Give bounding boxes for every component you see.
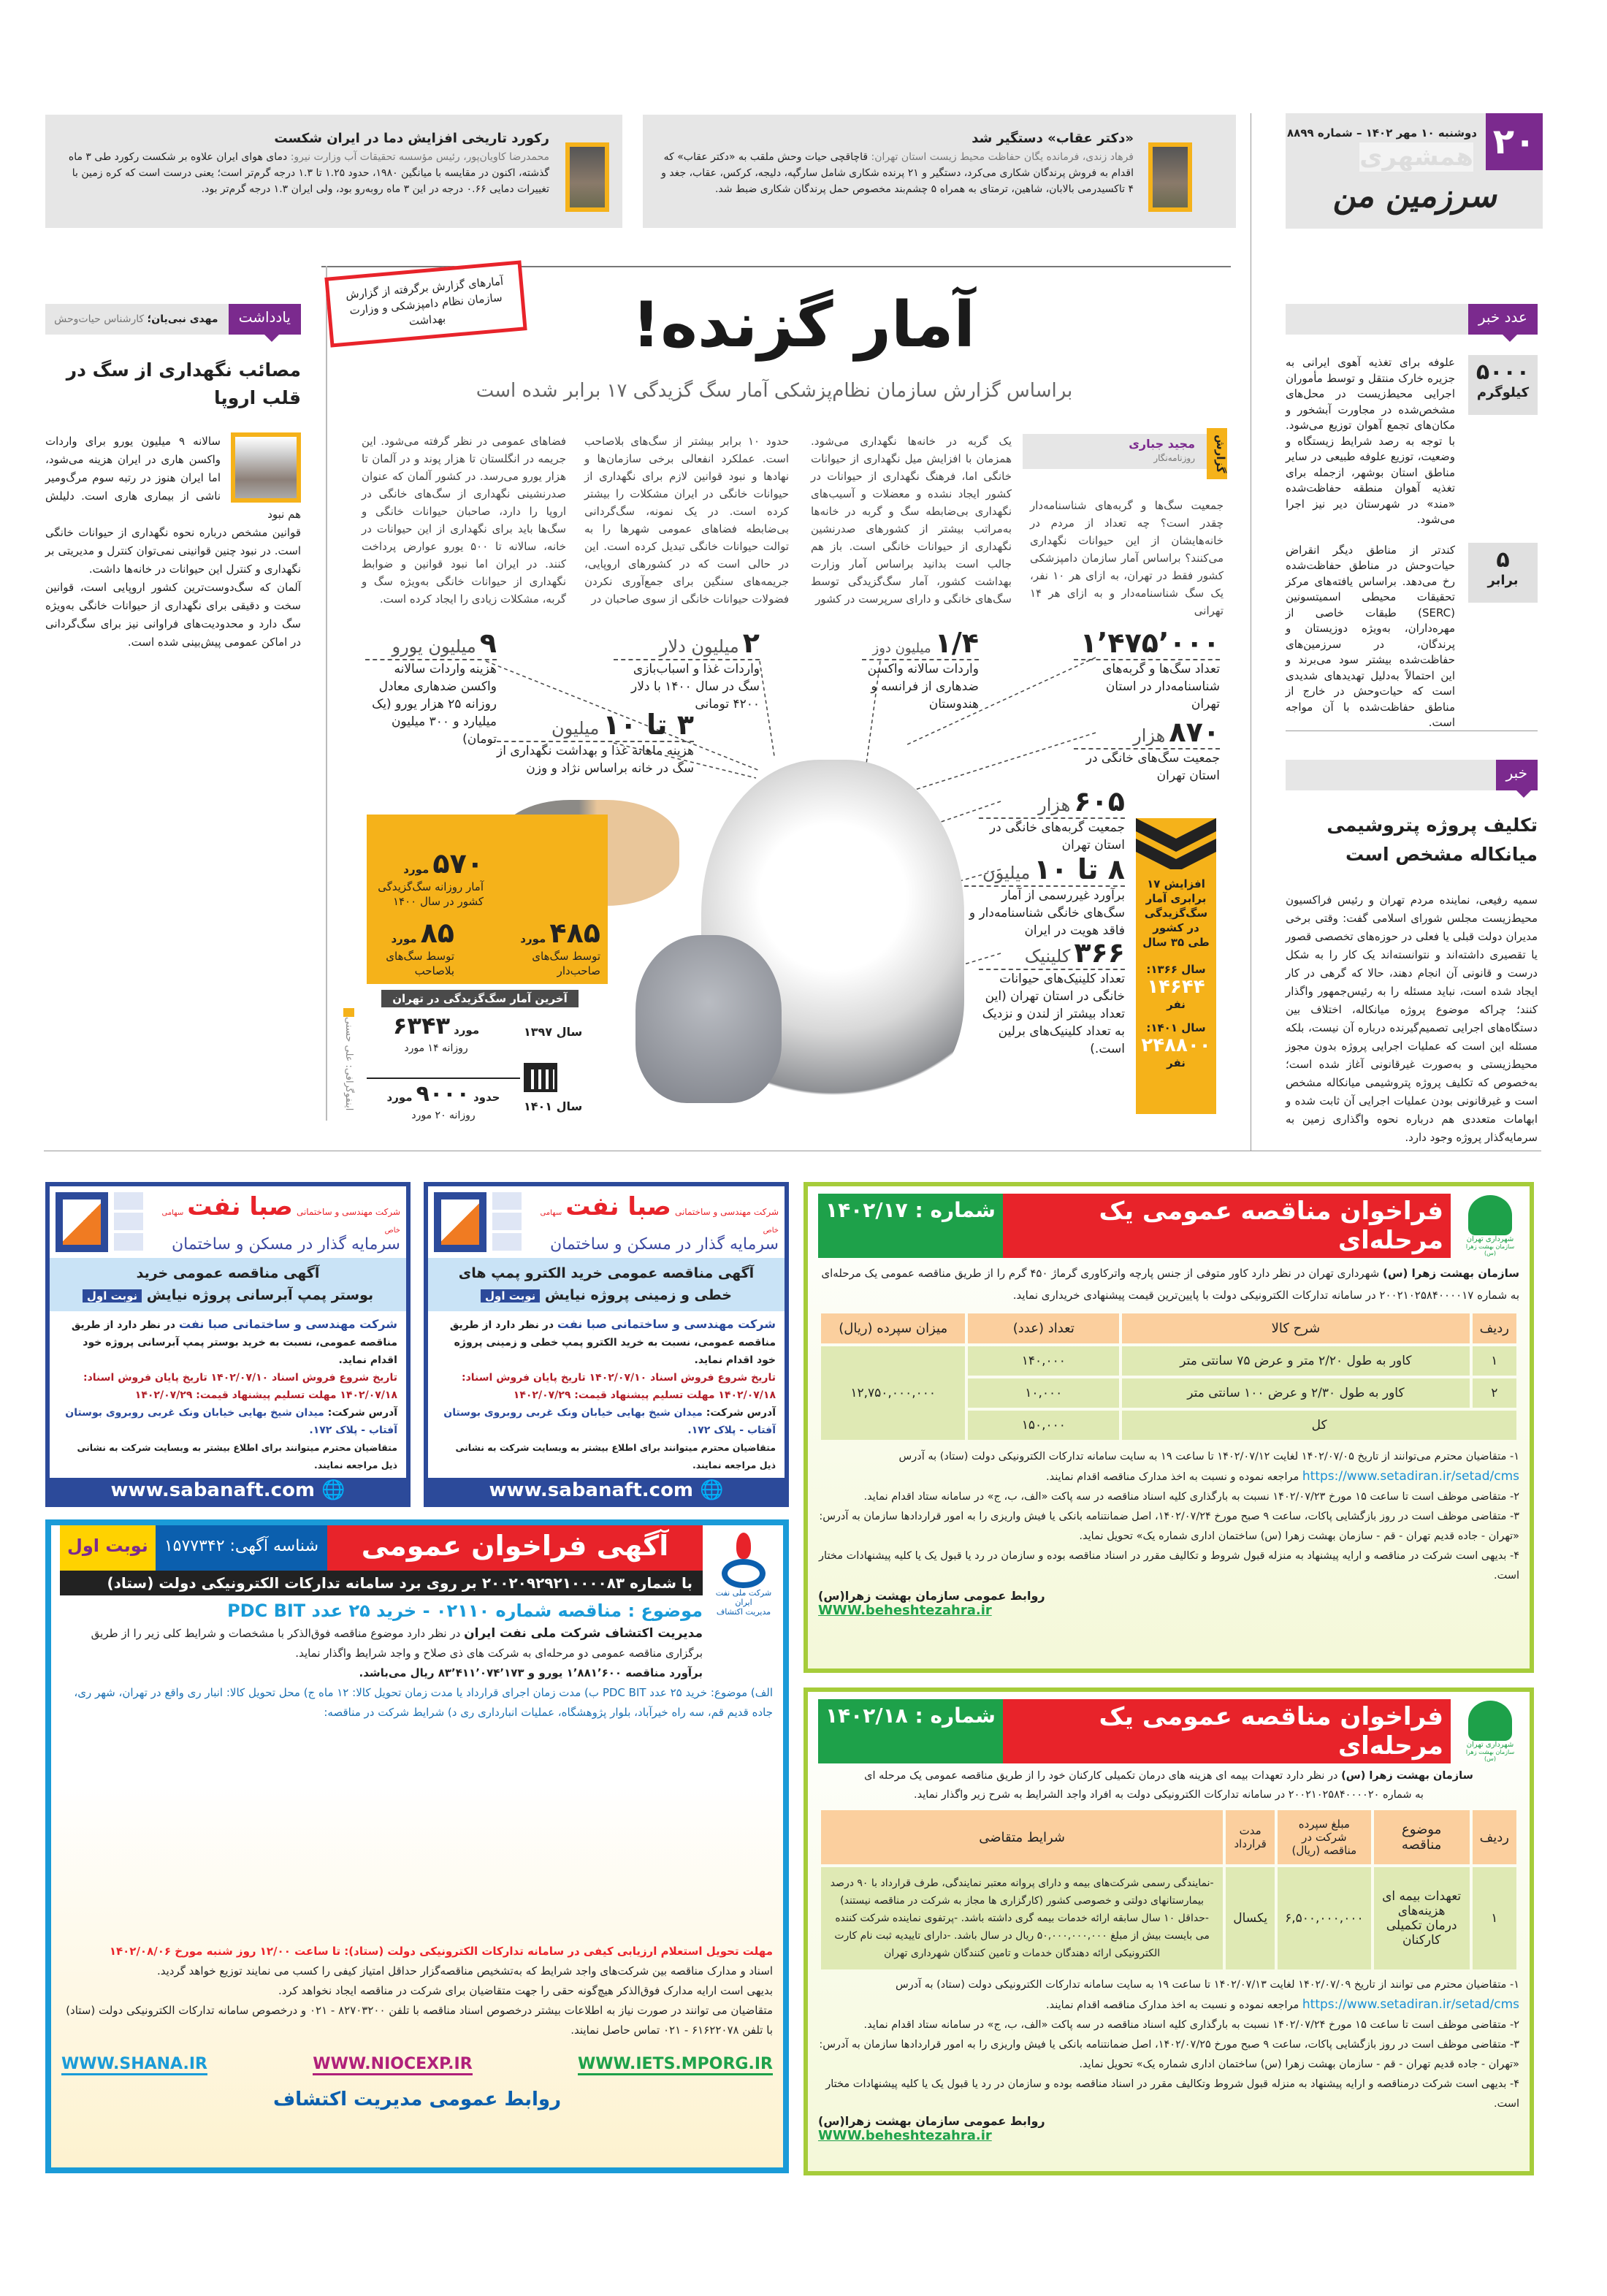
- tender-number: شماره : ۱۴۰۲/۱۷: [818, 1194, 1003, 1258]
- bites-1401: [367, 1081, 520, 1124]
- cell: ۱۴۰,۰۰۰: [968, 1346, 1119, 1376]
- note: ۲- متقاضی موظف است تا ساعت ۱۵ مورخ ۱۴۰۲/۰۷/۲۴ نسبت به بارگذاری کلیه اسناد مناقصه در سه پاکت «الف، ب، ج» در سامانه ستاد اقدام نماید.: [863, 2019, 1519, 2031]
- column-header: ردیف: [1473, 1313, 1516, 1343]
- stat-number: ۸۷۰: [1169, 716, 1220, 748]
- increase-box: [1136, 818, 1216, 1114]
- article-column: حدود ۱۰ برابر بیشتر از سگ‌های بلاصاحب است. عملکرد انفعالی برخی سازمان‌ها و نهادها و نبود قوانین لازم برای نگهداری از حیوانات خانگی در ایران مشکلات را بیشتر کرده است. در یک نمونه، سگ‌گردانی بی‌ضابطه فضاهای عمومی شهرها را به توالت حیوانات خانگی تبدیل کرده است. این در حالی است که در کشورهای اروپایی، جریمه‌های سنگین برای جمع‌آوری نکردن فضولات حیوانات خانگی از سوی صاحبان در: [584, 435, 789, 606]
- opinion-section: [45, 304, 301, 652]
- year-label: سال ۱۳۶۶:: [1146, 963, 1206, 976]
- table-row: [821, 1346, 1516, 1376]
- paper-name-logo: همشهری: [1359, 142, 1473, 172]
- stat-unit: مورد: [386, 1091, 413, 1104]
- company-type: سهامی خاص: [540, 1209, 779, 1235]
- website-link[interactable]: WWW.NIOCEXP.IR: [313, 2055, 472, 2075]
- column-header: شرح کالا: [1122, 1313, 1469, 1343]
- year-label: سال ۱۳۹۷: [524, 1025, 583, 1039]
- bite-count: ۲۴۸۸۰۰: [1141, 1034, 1211, 1056]
- company-prefix: شرکت مهندسی و ساختمانی: [296, 1207, 400, 1217]
- stat-unit: مورد: [454, 1023, 480, 1037]
- stat-clinics: [979, 937, 1125, 1058]
- cell: ۱۰,۰۰۰: [968, 1378, 1119, 1408]
- company-type: سهامی خاص: [161, 1209, 400, 1235]
- owned-bites: [495, 917, 600, 978]
- ad-signature: روابط عمومی مدیریت اکتشاف: [272, 2089, 562, 2110]
- stat-number: ۹۰۰۰: [416, 1081, 470, 1107]
- cell: کل: [1122, 1411, 1516, 1440]
- company-name: شرکت مهندسی و ساختمانی صبا نفت: [557, 1317, 776, 1331]
- column-header: میزان سپرده (ریال): [821, 1313, 965, 1343]
- stat-desc: هزینه ماهانه غذا و بهداشت نگهداری از سگ در خانه براساس نژاد و وزن: [497, 744, 694, 776]
- unit-label: نفر: [1167, 1056, 1186, 1069]
- ad-title: آگهی مناقصه عمومی خرید الکترو پمپ های: [458, 1265, 755, 1281]
- stat-unit: میلیون: [551, 718, 600, 739]
- round-badge: نوبت اول: [60, 1525, 156, 1571]
- stat-number: ۲: [742, 627, 760, 659]
- section-logo: سرزمین من: [1331, 178, 1503, 215]
- stat-registered-pets: [1074, 627, 1220, 713]
- saba-naft-logo: [434, 1192, 486, 1252]
- source-stamp: آمارهای گزارش برگرفته از گزارش سازمان نظام دامپزشکی و وزارت بهداشت: [324, 260, 527, 347]
- deadline: مهلت تحویل استعلام ارزیابی کیفی در سامانه تدارکات الکترونیکی دولت (ستاد): تا ساعت ۱۲/۰۰ روز شنبه مورخ ۱۴۰۲/۰۸/۰۶: [109, 1945, 773, 1958]
- saba-naft-logo: [56, 1192, 108, 1252]
- stat-desc: واردات سالانه واکسن ضدهاری از فرانسه و هندوستان: [867, 662, 979, 712]
- setad-number: با شماره ۲۰۰۲۰۹۲۹۲۱۰۰۰۰۸۳ بر روی برد سامانه تدارکات الکترونیکی دولت (ستاد): [60, 1571, 703, 1595]
- year-label: سال ۱۴۰۱: [524, 1099, 583, 1113]
- column-header: مبلغ سپرده شرکت در مناقصه (ریال): [1278, 1810, 1371, 1864]
- logo-text: شرکت ملی نفت ایران: [715, 1588, 772, 1607]
- ad-intro: در نظر دارد تعهدات بیمه ای هزینه های درمان تکمیلی کارکنان خود را از طریق مناقصه عمومی یک مرحله ای به شماره ۲۰۰۲۱۰۲۵۸۴۰۰۰۰۲۰ در سامانه تدارکات الکترونیکی دولت به افراد واجد الشرایط به شرح زیر واگذار نماید.: [864, 1770, 1424, 1801]
- section-tag: عدد خبر: [1468, 304, 1538, 335]
- stat-desc: هزینه واردات سالانه واکسن ضدهاری معادل روزانه ۲۵ هزار یورو (یک میلیارد و ۳۰۰ میلیون تومان): [372, 662, 497, 747]
- stat-desc: برآورد غیررسمی از آمار سگ‌های خانگی شناسنامه‌دار و فاقد هویت در ایران: [969, 888, 1125, 938]
- note: ۲- متقاضی موظف است تا ساعت ۱۵ مورخ ۱۴۰۲/۰۷/۲۳ نسبت به بارگذاری کلیه اسناد مناقصه در سه پاکت «الف، ب، ج» در سامانه ستاد اقدام نماید.: [863, 1491, 1519, 1503]
- stat-unit: میلیون دلار: [659, 636, 739, 657]
- address-label: آدرس شرکت:: [706, 1407, 776, 1419]
- cell: یکسال: [1226, 1867, 1275, 1969]
- stat-number: ۳ تا ۱۰: [603, 709, 694, 741]
- setad-link[interactable]: https://www.setadiran.ir/setad/cms: [1302, 1469, 1519, 1484]
- stat-number: ۶۳۴۳: [392, 1012, 450, 1040]
- increase-text: افزایش ۱۷ برابری آمار سگ‌گزیدگی در کشور طی ۳۵ سال: [1142, 877, 1210, 949]
- logo-text: شهرداری تهران: [1466, 1741, 1514, 1749]
- section-tag: خبر: [1496, 760, 1538, 790]
- number-news-item: [1286, 543, 1538, 731]
- footer-line: اسناد و مدارک مناقصه بین شرکت‌های واجد شرایط که به‌تشخیص مناقصه‌گزار حداقل امتیاز کیفی را کسب می نمایند توزیع خواهد گردید.: [156, 1964, 773, 1977]
- nioc-logo: [714, 1533, 773, 1617]
- company-brand: صبا نفت: [187, 1192, 293, 1221]
- round-badge: نوبت اول: [481, 1289, 540, 1303]
- nioc-header-bands: [60, 1525, 703, 1595]
- company-name: شرکت مهندسی و ساختمانی صبا نفت: [178, 1317, 397, 1331]
- column-header: تعداد (عدد): [968, 1313, 1119, 1343]
- cell: کاور به طول ۲/۳۰ و عرض ۱۰۰ سانتی متر: [1122, 1378, 1469, 1408]
- website-link[interactable]: www.sabanaft.com: [489, 1479, 694, 1501]
- company-slogan: سرمایه گذار در مسکن و ساختمان: [171, 1235, 400, 1254]
- tender-ad-saba-naft-electropump: [424, 1182, 789, 1507]
- big-number: ۵۰۰۰: [1476, 359, 1530, 385]
- stat-desc: توسط سگ‌های صاحب‌دار: [532, 950, 600, 977]
- website-link[interactable]: WWW.IETS.MPORG.IR: [578, 2055, 773, 2075]
- tender-details: الف) موضوع: خرید ۲۵ عدد PDC BIT ب) مدت زمان اجرای قرارداد یا مدت زمان تحویل کالا: ۱۲ ماه ج) محل تحویل کالا: انبار ری واقع در تهران، شهر ری، جاده قدیم قم، سه راه خیرآباد، بلوار پژوهشگاه، عملیات انبارداری ری د) شرایط شرکت در مناقصه:: [74, 1686, 773, 1719]
- stat-vaccine-doses: [862, 627, 979, 713]
- cell: ۱: [1473, 1346, 1516, 1376]
- stat-vaccine-cost: [365, 627, 497, 748]
- cell: ۶,۵۰۰,۰۰۰,۰۰۰: [1278, 1867, 1371, 1969]
- author-name: مجید جباری: [1129, 437, 1195, 451]
- stat-number: ۵۷۰: [432, 847, 484, 880]
- stat-unit: مورد: [520, 932, 546, 945]
- number-unit: کیلوگرم: [1476, 385, 1530, 400]
- logo-subtext: سازمان بهشت زهرا (س): [1465, 1243, 1515, 1256]
- website-link[interactable]: WWW.beheshtezahra.ir: [818, 2128, 992, 2143]
- org-name: سازمان بهشت زهرا (س): [1382, 1267, 1519, 1280]
- ad-body: در نظر دارد از طریق مناقصه عمومی، نسبت به خرید بوستر پمپ آبرسانی پروژه خود اقدام نماید.: [71, 1319, 397, 1366]
- stat-desc: تعداد سگ‌ها و گربه‌های شناسنامه‌دار در استان تهران: [1102, 662, 1220, 712]
- note: مراجعه نموده و نسبت به اخذ مدارک مناقصه اقدام نمایند.: [1046, 1471, 1299, 1483]
- news-body: سمیه رفیعی، نماینده مردم تهران و رئیس فراکسیون محیط‌زیست مجلس شورای اسلامی گفت: وقتی برخی مدیران دولت قبلی یا فعلی در حوزه‌های تخصصی قصور یا تقصیری داشته‌اند و نتوانسته‌اند یک کار را به شکل درست و قانونی آن انجام دهند، حالا که گرهی در کار ایجاد شده است، نباید مسئله را به رئیس‌جمهور واگذار کنند؛ چراکه موضوع پروژه میانکاله، اختلاف بین دستگاه‌های اجرایی تصمیم‌گیرنده درباره آن نیست، بلکه مسئله این است که عملیات اجرایی پروژه بدون مجوز محیط‌زیستی و به‌صورت غیرقانونی آغاز شده است؛ به‌خصوص که تکلیف پروژه پتروشیمی میانکاله مشخص است و غیرقانونی بودن عملیات اجرایی آن ثابت شده و ابهامات متعددی هم درباره نحوه واگذاری زمین به سرمایه‌گذار پروژه وجود دارد.: [1286, 893, 1538, 1144]
- note: ۴- بدیهی است شرکت درمناقصه و ارایه پیشنهاد به منزله قبول شروط وتکالیف مقرر در اسناد مناقصه بوده و سازمان در رد یا قبول یک یا کلیه پیشنهادات مختار است.: [825, 2078, 1519, 2110]
- ad-title: خطی و زمینی پروژه نیایش: [544, 1287, 732, 1303]
- note: ۳- متقاضی موظف است در روز بازگشایی پاکات، ساعت ۹ صبح مورخ ۱۴۰۲/۰۷/۲۴، اصل ضمانتنامه بانکی یا فیش واریزی را به امور قراردادها سازمان به آدرس: «تهران - جاده قدیم تهران - قم - سازمان بهشت زهرا (س) ساختمان اداری شماره یک» تحویل نماید.: [819, 1511, 1519, 1542]
- opinion-paragraph: قوانین مشخص درباره نحوه نگهداری از حیوانات خانگی است. در نبود چنین قوانینی نمی‌توان کنترل و مدیریتی بر نگهداری و کنترل این حیوانات در خانه‌ها داشت.: [45, 526, 301, 576]
- stat-unit: هزار: [1133, 725, 1166, 746]
- company-address: میدان شیخ بهایی خیابان ونک غربی روبروی بوستان آفتاب - پلاک ۱۷۲.: [443, 1407, 776, 1436]
- ad-title: فراخوان مناقصه عمومی یک مرحله‌ای: [1003, 1194, 1451, 1258]
- note: مراجعه نموده و نسبت به اخذ مدارک مناقصه اقدام نمایند.: [1046, 1999, 1299, 2011]
- opinion-intro: سالانه ۹ میلیون یورو برای واردات واکسن هاری در ایران هزینه می‌شود، اما ایران هنوز در رتبه سوم مرگ‌ومیر ناشی از بیماری هاری است. دلیلش هم نبود: [45, 435, 301, 521]
- ad-title: آگهی مناقصه عمومی خرید: [136, 1265, 320, 1281]
- org-name: مدیریت اکتشاف شرکت ملی نفت ایران: [464, 1626, 703, 1641]
- daily-bites-box: [367, 815, 608, 984]
- stat-desc: تعداد کلینیک‌های حیوانات خانگی در استان تهران (این تعداد بیشتر از لندن و نزدیک به تعداد کلینیک‌های برلین است.): [982, 972, 1125, 1056]
- stat-number: ۶۰۵: [1074, 785, 1125, 817]
- column-header: موضوع مناقصه: [1374, 1810, 1470, 1864]
- ad-title: آگهی فراخوان عمومی: [327, 1525, 703, 1571]
- page-number: ۲۰: [1486, 113, 1543, 170]
- stat-cats: [979, 785, 1125, 854]
- note: ۴- بدیهی است شرکت در مناقصه و ارایه پیشنهاد به منزله قبول شروط و تکالیف مقرر در اسناد مناقصه بوده و سازمان در رد یا قبول یک یا کلیه پیشنهادات مختار است.: [819, 1550, 1519, 1582]
- stat-unit: هزار: [1038, 795, 1071, 815]
- footer-line: متقاضیان می توانند در صورت نیاز به اطلاعات بیشتر درخصوص اسناد مناقصه با تلفن ۸۲۷۰۳۲۰۰ - ۰۲۱ و درخصوص سامانه تدارکات الکترونیکی دولت (ستاد) با تلفن ۶۱۶۲۲۰۷۸ - ۰۲۱ تماس حاصل نمایند.: [66, 2004, 773, 2037]
- ad-signature: روابط عمومی سازمان بهشت زهرا(س): [818, 2114, 1045, 2128]
- tehran-bites-title: آخرین آمار سگ‌گزیدگی در تهران: [381, 990, 579, 1007]
- stat-unit: مورد: [403, 863, 430, 876]
- footer-line: بدیهی است ارایه مدارک فوق‌الذکر هیچ‌گونه حقی را جهت متقاضیان برای شرکت در مناقصه ایجاد نخواهد کرد.: [278, 1984, 773, 1997]
- leader-line: [906, 733, 1096, 793]
- address-label: آدرس شرکت:: [327, 1407, 397, 1419]
- stat-dog-food-imports: [614, 627, 760, 713]
- stat-desc: واردات غذا و اسباب‌بازی سگ در سال ۱۴۰۰ با دلار ۴۲۰۰ تومانی: [631, 662, 760, 712]
- ad-intro: در نظر دارد موضوع مناقصه فوق‌الذکر با مشخصات و شرایط کلی زیر را از طریق برگزاری مناقصه عمومی دو مرحله‌ای به شرکت های ذی صلاح و واجد شرایط واگذار نماید.: [91, 1627, 703, 1660]
- round-badge: نوبت اول: [83, 1289, 142, 1303]
- stat-number: ۱٬۴۷۵٬۰۰۰: [1080, 627, 1220, 659]
- flame-icon: [736, 1533, 751, 1559]
- total-bites: [374, 847, 484, 909]
- globe-icon: 🌐: [321, 1479, 346, 1501]
- article-column: جمعیت سگ‌ها و گربه‌های شناسنامه‌دار چقدر است؟ چه تعداد از مردم در خانه‌هایشان از این حیوانات نگهداری می‌کنند؟ براساس آمار سازمان دامپزشکی کشور فقط در تهران، به ازای هر ۱۰ نفر، یک سگ شناسنامه‌دار و به ازای هر ۱۴ تهرانی: [1030, 499, 1224, 617]
- ad-title: بوستر پمپ آبرسانی پروژه نیایش: [146, 1287, 374, 1303]
- calendar-icon: [524, 1063, 557, 1092]
- ad-intro: شهرداری تهران در نظر دارد کاور متوفی از جنس پارچه واترکاوری گرماژ ۴۵۰ گرم را از طریق مناقصه عمومی یک مرحله‌ای به شماره ۲۰۰۲۱۰۲۵۸۴۰۰۰۰۱۷ در سامانه تدارکات الکترونیکی دولت با پایین‌ترین قیمت پیشنهادی خریداری نماید.: [821, 1267, 1519, 1302]
- column-header: شرایط متقاضی: [821, 1810, 1223, 1864]
- bite-count: ۱۴۶۴۴: [1147, 976, 1205, 998]
- stat-number: ۸۵: [420, 917, 454, 949]
- tehran-municipality-logo: [1461, 1701, 1519, 1762]
- cell: تعهدات بیمه ای هزینه‌های درمان تکمیلی کارکنان: [1374, 1867, 1470, 1969]
- ad-title: فراخوان مناقصه عمومی یک مرحله‌ای: [1003, 1699, 1451, 1763]
- stat-number: ۱/۴: [934, 627, 979, 659]
- certificate-icons: [114, 1192, 143, 1252]
- stat-unit: مورد: [391, 932, 417, 945]
- stat-desc: روزانه ۱۴ مورد: [404, 1042, 468, 1054]
- ad-signature: روابط عمومی سازمان بهشت زهرا(س): [818, 1589, 1045, 1603]
- section-tag: یادداشت: [229, 304, 301, 335]
- stat-number: ۹: [479, 627, 497, 659]
- number-news-text: علوفه برای تغذیه آهوی ایرانی به جزیره خارک منتقل و توسط مأموران اجرایی محیط‌زیست در محل‌های مشخص‌شده در مجاورت آبشخور و مکان‌های تجمع آهوان توزیع می‌شود. با توجه به رصد شرایط زیستگاه و وضعیت، توزیع علوفه طبیعی در سایر مناطق استان بوشهر، ازجمله برای تغذیه آهوان منطقه حفاظت‌شده «مند» در شهرستان دیر نیز اجرا می‌شود.: [1286, 356, 1455, 526]
- article-subtitle: براساس گزارش سازمان نظام‌پزشکی آمار سگ گزیدگی ۱۷ برابر شده است: [476, 380, 1073, 402]
- cell: کاور به طول ۲/۲۰ متر و عرض ۷۵ سانتی متر: [1122, 1346, 1469, 1376]
- items-table: [818, 1311, 1519, 1443]
- company-prefix: شرکت مهندسی و ساختمانی: [674, 1207, 779, 1217]
- news-section: [1286, 760, 1538, 1147]
- ad-note: متقاضیان محترم میتوانند برای اطلاع بیشتر به وبسایت شرکت به نشانی ذیل مراجعه نمایند.: [455, 1442, 776, 1471]
- setad-link[interactable]: https://www.setadiran.ir/setad/cms: [1302, 1997, 1519, 2012]
- tender-number: شماره : ۱۴۰۲/۱۸: [818, 1699, 1003, 1763]
- logo-text: شهرداری تهران: [1466, 1235, 1514, 1243]
- opinion-headline: مصائب نگهداری از سگ در قلب اروپا: [66, 359, 301, 408]
- infographic-credit: اینفوگرافی: علی حسنی: [343, 1008, 354, 1110]
- opinion-author-role: کارشناس حیات‌وحش: [54, 313, 145, 325]
- website-link[interactable]: www.sabanaft.com: [110, 1479, 316, 1501]
- year-label: سال ۱۴۰۱:: [1146, 1021, 1206, 1034]
- number-news-section: [1286, 304, 1538, 731]
- approx-label: حدود: [473, 1091, 500, 1104]
- stat-unit: میلیون یورو: [392, 636, 476, 657]
- note: ۱- متقاضیان محترم می‌توانند از تاریخ ۱۴۰۲/۰۷/۰۵ لغایت ۱۴۰۲/۰۷/۱۲ تا ساعت ۱۹ به سایت سامانه تدارکات الکترونیکی دولت (ستاد) به آدرس: [898, 1451, 1519, 1462]
- tender-subject: موضوع : مناقصه شماره ۰۲۱۱۰ - خرید ۲۵ عدد PDC BIT: [227, 1601, 703, 1621]
- ad-dates: تاریخ شروع فروش اسناد ۱۴۰۲/۰۷/۱۰ تاریخ پایان فروش اسناد: ۱۴۰۲/۰۷/۱۸ مهلت تسلیم پیشنهاد قیمت: ۱۴۰۲/۰۷/۲۹: [462, 1372, 776, 1401]
- stat-dogs: [1074, 716, 1220, 785]
- stat-number: ۸ تا ۱۰: [1034, 853, 1125, 885]
- website-link[interactable]: WWW.SHANA.IR: [61, 2055, 207, 2075]
- tehran-municipality-logo: [1461, 1195, 1519, 1256]
- tender-ad-saba-naft-booster-pump: [45, 1182, 411, 1507]
- news-title: «دکتر عقاب» دستگیر شد: [972, 131, 1134, 146]
- date-issue: دوشنبه ۱۰ مهر ۱۴۰۲ – شماره ۸۸۹۹: [1287, 126, 1477, 140]
- tender-ad-behesht-zahra-18: [804, 1687, 1534, 2175]
- tender-ad-nioc-exploration: [45, 1519, 789, 2173]
- estimate: برآورد مناقصه ۱٬۸۸۱٬۶۰۰ یورو و ۸۳٬۴۱۱٬۰۷۴٬۱۷۳ ریال می‌باشد.: [359, 1666, 703, 1679]
- leader-line: [760, 661, 774, 756]
- stat-monthly-cost: [497, 709, 694, 777]
- note: ۱- متقاضیان محترم می توانند از تاریخ ۱۴۰۲/۰۷/۰۹ لغایت ۱۴۰۲/۰۷/۱۳ تا ساعت ۱۹ به سایت سامانه تدارکات الکترونیکی دولت (ستاد) به آدرس: [895, 1979, 1519, 1991]
- company-slogan: سرمایه گذار در مسکن و ساختمان: [549, 1235, 779, 1254]
- deposit-cell: ۱۲,۷۵۰,۰۰۰,۰۰۰: [821, 1346, 965, 1440]
- stat-desc: روزانه ۲۰ مورد: [411, 1110, 476, 1121]
- website-link[interactable]: WWW.beheshtezahra.ir: [818, 1603, 992, 1618]
- stat-number: ۳۶۶: [1074, 937, 1125, 969]
- news-source: فرهاد زندی، فرمانده یگان حفاظت محیط زیست استان تهران:: [871, 151, 1134, 163]
- unit-label: نفر: [1167, 998, 1186, 1011]
- ad-note: متقاضیان محترم میتوانند برای اطلاع بیشتر به وبسایت شرکت به نشانی ذیل مراجعه نمایند.: [77, 1442, 397, 1471]
- author-role: روزنامه‌نگار: [1153, 453, 1195, 463]
- stat-unofficial-dogs: [964, 853, 1125, 939]
- stat-desc: آمار روزانه سگ‌گزیدگی کشور در سال ۱۴۰۰: [378, 880, 484, 908]
- news-body: دمای هوای ایران علاوه بر شکست رکورد طی ۳ ماه گذشته، اکنون در مقایسه با میانگین ۱۹۸۰، حدود ۱.۲۵ تا ۱.۳ درجه گرم‌تر است؛ یعنی درست است که کره زمین با تغییرات دمایی ۰.۶۶ درجه در این ۳ ماه روبه‌رو بود، ولی ایران ۱.۳ درجه گرم‌تر بود.: [68, 151, 549, 195]
- cell: -نمایندگی رسمی شرکت‌های بیمه و دارای پروانه معتبر نمایندگی، طرف قرارداد با ۹۰ درصد بیمارستانهای دولتی و خصوصی کشور (کارگزاری ها مجاز به شرکت در مناقصه نیستند) -حداقل ۱۰ سال سابقه ارائه خدمات بیمه گری داشته باشد. -پرتفوی نماینده شرکت کننده می بایست بیش از مبلغ ۵۰,۰۰۰,۰۰۰,۰۰۰ ریال در سال باشد. -دارای تاییدیه ثبت نام کارت الکترونیکی ارائه دهندگان خدمات و تامین کنندگان شهرداری تهران: [821, 1867, 1223, 1969]
- stat-unit: میلیون: [982, 863, 1031, 883]
- globe-icon: 🌐: [700, 1479, 724, 1501]
- opinion-paragraph: آلمان که سگ‌دوست‌ترین کشور اروپایی است، قوانین سخت و دقیقی برای نگهداری از حیوانات خانگی به‌ویژه سگ دارد و محدودیت‌های فراوانی نیز برای سگ‌گردانی در اماکن عمومی پیش‌بینی شده است.: [45, 581, 301, 649]
- cell: ۲: [1473, 1378, 1516, 1408]
- table-row: [821, 1867, 1516, 1969]
- gray-cat-image: [635, 935, 782, 1103]
- article-title: آمار گزنده!: [632, 289, 975, 362]
- stray-bites: [374, 917, 454, 978]
- author-photo: [231, 432, 301, 503]
- column-header: مدت قرارداد: [1226, 1810, 1275, 1864]
- news-title: رکورد تاریخی افزایش دما در ایران شکست: [274, 131, 549, 146]
- stat-desc: جمعیت سگ‌های خانگی در استان تهران: [1085, 751, 1220, 783]
- news-source: محمدرضا کاویان‌پور، رئیس مؤسسه تحقیقات آب وزارت نیرو:: [290, 151, 549, 163]
- number-news-text: کندتر از مناطق دیگر انقراض حیات‌وحش در مناطق حفاظت‌شده رخ می‌دهد. براساس یافته‌های مرکز تحقیقات محیطی اسمیتسونین (SERC) طبقات خاصی از مهره‌داران، به‌ویژه دوزیستان و پرندگان، در سرزمین‌های حفاظت‌شده بیشتر سود می‌برند و این احتمالاً به‌دلیل تهدیدهای شدیدی است که حیات‌وحش در خارج از مناطق حفاظت‌شده با آن مواجه است.: [1286, 543, 1455, 729]
- cell: ۱۵۰,۰۰۰: [968, 1411, 1119, 1440]
- ad-id: شناسه آگهی: ۱۵۷۷۳۴۲: [156, 1525, 327, 1571]
- note: ۳- متقاضی موظف است در روز بازگشایی پاکات، ساعت ۹ صبح مورخ ۱۴۰۲/۰۷/۲۵، اصل ضمانتنامه بانکی یا فیش واریزی را به امور قراردادها سازمان به آدرس: «تهران - جاده قدیم تهران - قم - سازمان بهشت زهرا (س) ساختمان اداری شماره یک» تحویل نماید.: [819, 2039, 1519, 2070]
- cell: ۱: [1473, 1867, 1516, 1969]
- ad-dates: تاریخ شروع فروش اسناد ۱۴۰۲/۰۷/۱۰ تاریخ پایان فروش اسناد: ۱۴۰۲/۰۷/۱۸ مهلت تسلیم پیشنهاد قیمت: ۱۴۰۲/۰۷/۲۹: [83, 1372, 397, 1401]
- items-table: [818, 1807, 1519, 1972]
- news-body: قاچاقچی حیات وحش ملقب به «دکتر عقاب» که اقدام به فروش پرندگان شکاری می‌کرد، دستگیر و ۲۱ پرنده شکاری شامل سارگپه، دلیجه، کرکس، عقاب، جغد و ۴ تاکسیدرمی بالابان، شاهین، ترمتای به همراه ۵ چشم‌بند مخصوص حمل پرندگان شکاری ضبط شد.: [661, 151, 1134, 195]
- bites-1397: [367, 1012, 505, 1057]
- chevron-down-icon: [1136, 818, 1216, 869]
- company-brand: صبا نفت: [565, 1192, 671, 1221]
- ad-body: در نظر دارد از طریق مناقصه عمومی، نسبت به خرید الکترو پمپ خطی و زمینی پروژه خود اقدام نماید.: [449, 1319, 776, 1366]
- stat-unit: کلینیک: [1024, 946, 1071, 966]
- tender-ad-behesht-zahra-17: [804, 1182, 1534, 1673]
- stat-unit: میلیون دوز: [872, 641, 931, 656]
- news-headline: تکلیف پروژه پتروشیمی میانکاله مشخص است: [1327, 815, 1538, 865]
- timeline-divider: [367, 1078, 520, 1079]
- opinion-author: مهدی نبی‌یان؛: [147, 313, 218, 325]
- stat-desc: جمعیت گربه‌های خانگی در استان تهران: [989, 820, 1125, 853]
- article-column: فضاهای عمومی در نظر گرفته می‌شود. این جریمه در انگلستان تا هزار پوند و در آلمان تا هزار یورو می‌رسد. در کشور آلمان که عنوان صدرنشینی نگهداری از سگ‌های خانگی در اروپا را دارد، صاحبان حیوانات خانگی و سگ‌ها باید برای نگهداری از این حیوانات در خانه، سالانه تا ۵۰۰ یورو عوارض پرداخت کنند. در ایران اما نبود قوانین و ضوابط نگهداری از حیوانات خانگی به‌ویژه سگ و گربه، مشکلات زیادی را ایجاد کرده است.: [362, 435, 566, 606]
- logo-subtext: مدیریت اکتشاف: [716, 1607, 771, 1617]
- stat-desc: توسط سگ‌های بلاصاحب: [386, 950, 454, 977]
- certificate-icons: [492, 1192, 522, 1252]
- article-column: یک گربه در خانه‌ها نگهداری می‌شود. همزمان با افزایش میل نگهداری از حیوانات خانگی اما، فرهنگ نگهداری از حیوانات در کشور ایجاد نشده و معضلات و آسیب‌های نگهداری بی‌ضابطه سگ و گربه در خانه‌ها به‌مراتب بیشتر از کشورهای صدرنشین نگهداری از حیوانات خانگی است. باز هم جالب است بدانید براساس آمار وزارت بهداشت کشور، آمار سگ‌گزیدگی توسط سگ‌های خانگی و دارای سرپرست در کشور: [811, 435, 1012, 606]
- stat-number: ۴۸۵: [549, 917, 600, 949]
- company-address: میدان شیخ بهایی خیابان ونک غربی روبروی بوستان آفتاب - پلاک ۱۷۲.: [65, 1407, 397, 1436]
- big-number: ۵: [1496, 546, 1510, 573]
- number-unit: برابر: [1487, 572, 1519, 588]
- org-name: سازمان بهشت زهرا (س): [1341, 1770, 1473, 1782]
- number-news-item: [1286, 355, 1538, 528]
- tehran-bites: [367, 990, 615, 1121]
- column-header: ردیف: [1473, 1810, 1516, 1864]
- logo-subtext: سازمان بهشت زهرا (س): [1465, 1749, 1515, 1762]
- report-label: گزارش: [1207, 428, 1227, 479]
